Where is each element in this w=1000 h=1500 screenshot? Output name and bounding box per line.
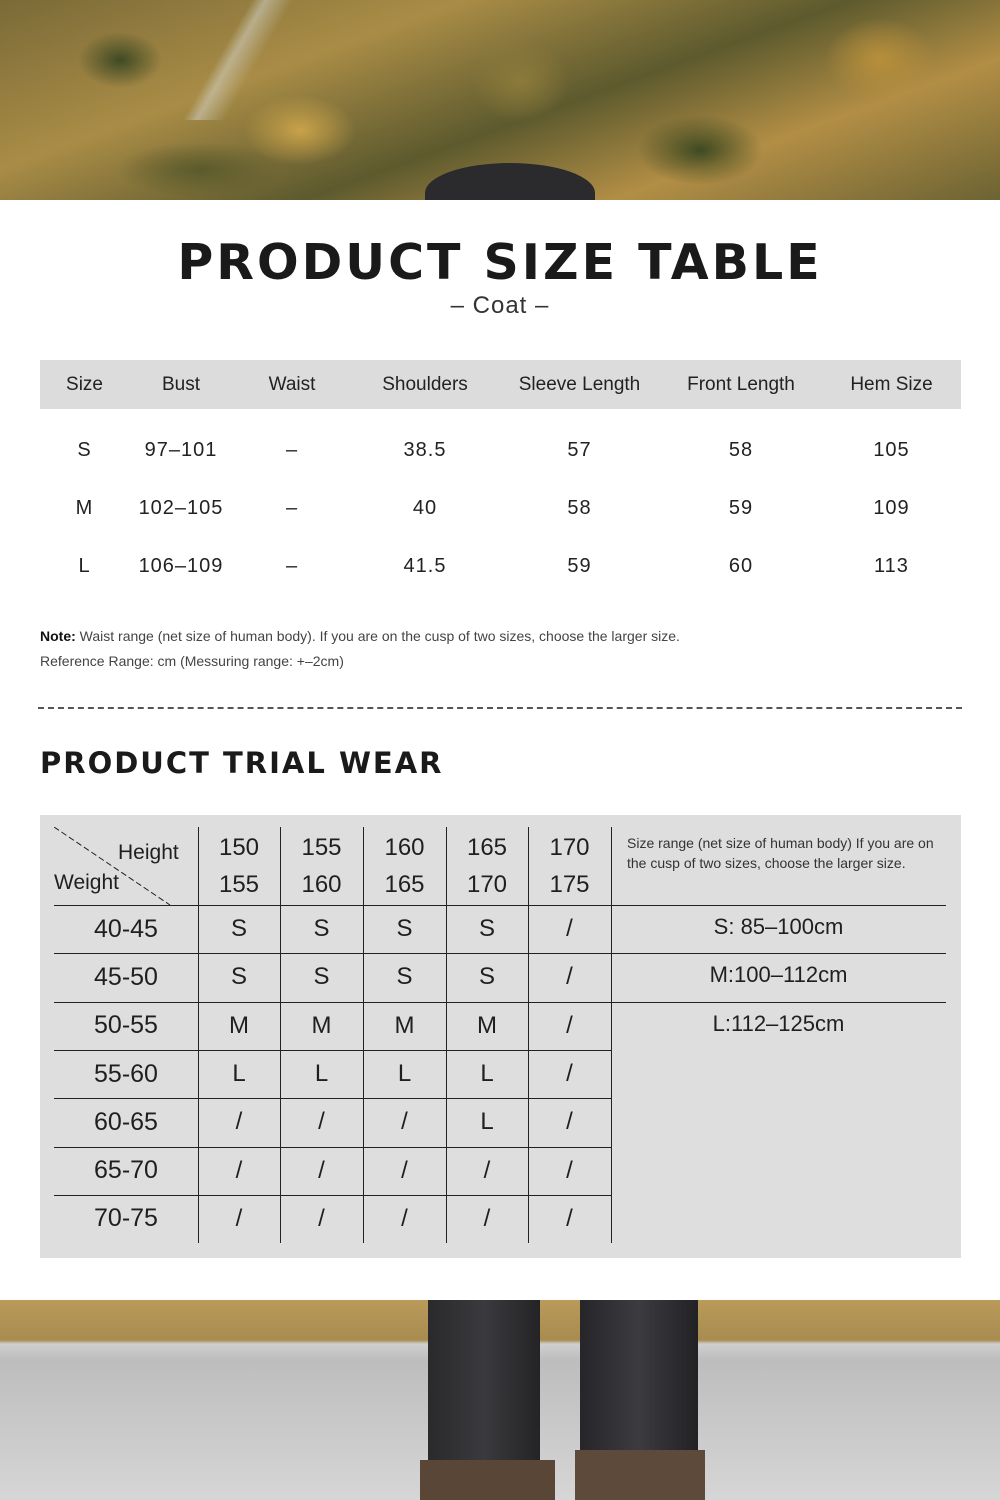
- grid-line-vertical: [446, 827, 447, 1243]
- height-header: [363, 829, 446, 903]
- note-line-2: Reference Range: cm (Messuring range: +–2cm): [40, 653, 344, 669]
- size-recommendation: /: [566, 1060, 573, 1088]
- size-chart-card: [0, 200, 1000, 1300]
- table-cell: 109: [873, 496, 910, 519]
- size-recommendation: L: [397, 1060, 412, 1088]
- grid-line-vertical: [611, 827, 612, 1243]
- model-boot-left: [420, 1460, 555, 1500]
- grid-line-horizontal: [54, 1002, 946, 1003]
- table-cell: L: [78, 554, 91, 577]
- table-cell: 106–109: [138, 554, 224, 577]
- corner-height-label: Height: [118, 841, 179, 864]
- size-recommendation: /: [566, 915, 573, 943]
- size-recommendation: L: [480, 1108, 494, 1136]
- size-recommendation: /: [318, 1108, 325, 1136]
- size-recommendation: S: [478, 915, 495, 943]
- table-row: [40, 479, 961, 537]
- table-cell: 59: [567, 554, 592, 577]
- size-recommendation: S: [313, 915, 330, 943]
- size-range-value: M:100–112cm: [709, 962, 848, 988]
- height-range-end: 170: [466, 871, 508, 898]
- page-subtitle: – Coat –: [450, 292, 550, 319]
- size-recommendation: /: [401, 1156, 408, 1184]
- weight-label: 50-55: [94, 1011, 158, 1040]
- table-cell: S: [77, 438, 92, 461]
- size-recommendation: L: [314, 1060, 329, 1088]
- grid-line-vertical: [363, 827, 364, 1243]
- size-range-value: L:112–125cm: [712, 1010, 845, 1036]
- grid-line-horizontal: [54, 905, 946, 906]
- size-range-value: S: 85–100cm: [713, 914, 844, 940]
- weight-label: 55-60: [94, 1059, 158, 1088]
- header-front-length: Front Length: [687, 373, 795, 395]
- size-recommendation: /: [483, 1156, 491, 1184]
- header-size: Size: [66, 373, 103, 395]
- height-range-start: 165: [466, 834, 508, 861]
- grid-line-vertical: [528, 827, 529, 1243]
- table-row: [40, 421, 961, 479]
- trial-wear-title: PRODUCT TRIAL WEAR: [40, 746, 444, 780]
- size-recommendation: M: [394, 1011, 415, 1039]
- page-title: PRODUCT SIZE TABLE: [177, 234, 823, 291]
- height-range-start: 170: [549, 834, 590, 861]
- size-range-note: Size range (net size of human body) If you are on the cusp of two sizes, choose the larger size.: [627, 835, 934, 871]
- table-cell: 102–105: [138, 496, 224, 519]
- table-cell: 58: [567, 496, 592, 519]
- header-hem-size: Hem Size: [850, 373, 933, 395]
- weight-label: 65-70: [94, 1156, 158, 1185]
- size-recommendation: /: [235, 1204, 243, 1232]
- table-cell: 60: [728, 554, 754, 577]
- size-recommendation: /: [318, 1156, 325, 1184]
- size-recommendation: S: [478, 963, 495, 991]
- table-cell: –: [285, 496, 299, 519]
- height-range-start: 150: [218, 834, 260, 861]
- size-recommendation: S: [313, 963, 330, 991]
- size-recommendation: M: [477, 1011, 497, 1039]
- height-header: [528, 829, 611, 903]
- grid-line-vertical: [198, 827, 199, 1243]
- size-recommendation: S: [396, 963, 413, 991]
- size-recommendation: /: [566, 963, 573, 991]
- size-recommendation: /: [566, 1204, 573, 1232]
- size-note: [40, 624, 960, 674]
- table-cell: 105: [873, 438, 910, 461]
- header-sleeve-length: Sleeve Length: [518, 373, 641, 395]
- height-range-start: 155: [301, 834, 342, 861]
- size-recommendation: /: [566, 1156, 573, 1184]
- table-cell: 59: [728, 496, 754, 519]
- size-recommendation: M: [229, 1011, 249, 1039]
- height-header: [198, 829, 280, 903]
- size-table: [40, 360, 961, 595]
- table-cell: 41.5: [403, 554, 447, 577]
- height-header: [446, 829, 528, 903]
- background-road: [140, 0, 350, 120]
- size-recommendation: M: [311, 1011, 332, 1039]
- size-recommendation: /: [401, 1108, 408, 1136]
- weight-label: 45-50: [94, 962, 158, 991]
- note-label: Note:: [40, 628, 76, 644]
- section-divider: [38, 707, 962, 709]
- size-table-header: [40, 360, 961, 409]
- size-recommendation: /: [235, 1156, 243, 1184]
- table-cell: 58: [728, 438, 754, 461]
- height-header: [280, 829, 363, 903]
- weight-label: 70-75: [94, 1204, 158, 1233]
- size-recommendation: /: [483, 1204, 491, 1232]
- header-bust: Bust: [161, 373, 201, 395]
- model-boot-right: [575, 1450, 705, 1500]
- size-recommendation: S: [230, 915, 247, 943]
- grid-line-vertical: [280, 827, 281, 1243]
- size-recommendation: L: [480, 1060, 494, 1088]
- header-shoulders: Shoulders: [382, 373, 468, 395]
- grid-line-horizontal: [54, 953, 946, 954]
- table-cell: –: [285, 438, 299, 461]
- table-cell: 38.5: [403, 438, 447, 461]
- note-line-1: Waist range (net size of human body). If you are on the cusp of two sizes, choose the larger size.: [75, 628, 680, 644]
- table-cell: 113: [874, 554, 909, 577]
- table-cell: –: [285, 554, 299, 577]
- size-recommendation: S: [396, 915, 413, 943]
- table-cell: 97–101: [144, 438, 218, 461]
- height-range-end: 175: [549, 871, 590, 898]
- height-range-end: 160: [301, 871, 342, 898]
- size-recommendation: /: [566, 1108, 573, 1136]
- table-cell: 40: [412, 496, 438, 519]
- size-recommendation: /: [235, 1108, 243, 1136]
- size-recommendation: S: [230, 963, 247, 991]
- size-recommendation: /: [566, 1011, 573, 1039]
- height-range-end: 165: [384, 871, 425, 898]
- table-cell: M: [75, 496, 94, 519]
- table-cell: 57: [567, 438, 592, 461]
- table-row: [40, 537, 961, 595]
- size-recommendation: /: [401, 1204, 408, 1232]
- weight-label: 40-45: [94, 914, 158, 943]
- height-range-end: 155: [218, 871, 260, 898]
- weight-label: 60-65: [94, 1107, 158, 1136]
- height-range-start: 160: [384, 834, 425, 861]
- corner-weight-label: Weight: [54, 871, 119, 894]
- header-waist: Waist: [268, 373, 316, 395]
- size-recommendation: /: [318, 1204, 325, 1232]
- size-recommendation: L: [232, 1060, 246, 1088]
